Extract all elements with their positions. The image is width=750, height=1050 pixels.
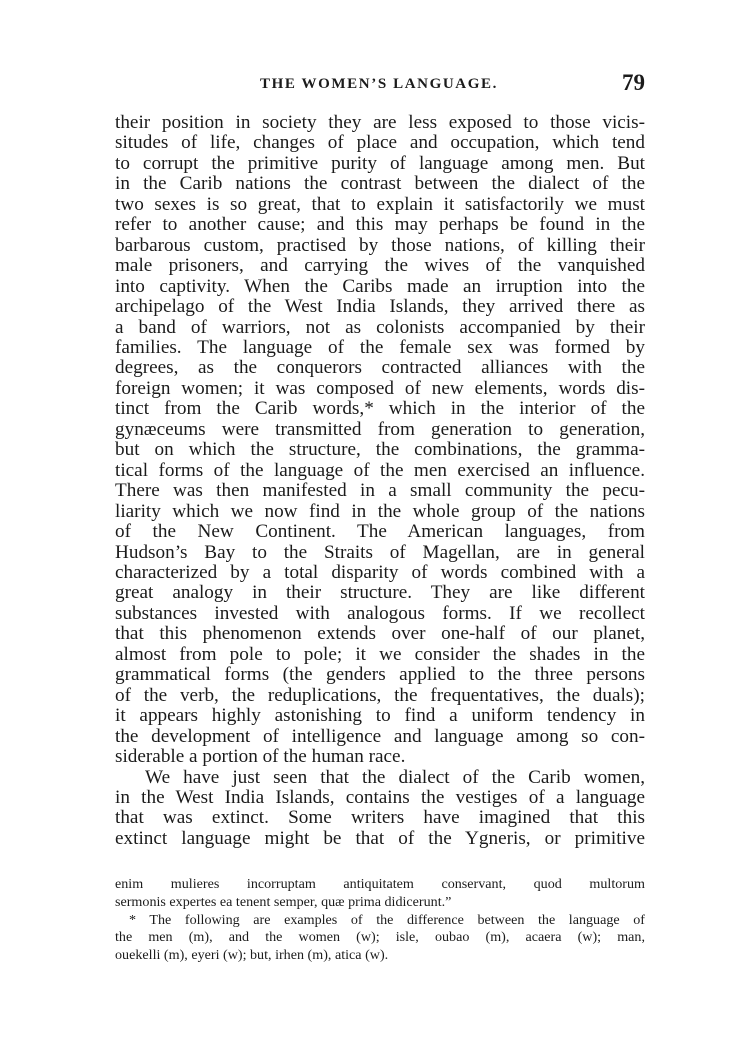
text-line: foreign women; it was composed of new elements, words dis- — [115, 377, 645, 399]
running-header — [115, 70, 645, 104]
text-line: their position in society they are less exposed to those vicis- — [115, 112, 645, 133]
text-line: the development of intelligence and language among so con- — [115, 725, 645, 747]
text-line: extinct language might be that of the Ygneris, or primitive — [115, 827, 645, 849]
text-line: tinct from the Carib words,* which in the interior of the — [115, 398, 645, 420]
footnote-line: ouekelli (m), eyeri (w); but, irhen (m), atica (w). — [115, 947, 389, 964]
footnotes — [115, 876, 645, 965]
text-line: in the West India Islands, contains the vestiges of a language — [115, 786, 645, 808]
text-line: that this phenomenon extends over one-half of our planet, — [115, 623, 645, 645]
text-line: it appears highly astonishing to find a uniform tendency in — [115, 705, 645, 727]
text-line: There was then manifested in a small community the pecu- — [115, 480, 645, 502]
text-line: families. The language of the female sex was formed by — [115, 336, 645, 358]
running-title: THE WOMEN’S LANGUAGE. — [260, 76, 498, 92]
text-line: substances invested with analogous forms. If we recollect — [115, 602, 645, 624]
text-line: two sexes is so great, that to explain it satisfactorily we must — [115, 193, 645, 215]
text-line: to corrupt the primitive purity of language among men. But — [115, 152, 645, 174]
page-number: 79 — [622, 70, 645, 95]
text-line: gynæceums were transmitted from generation to generation, — [115, 418, 645, 440]
text-line: characterized by a total disparity of words combined with a — [115, 561, 645, 583]
text-line: Hudson’s Bay to the Straits of Magellan, are in general — [115, 541, 645, 563]
text-line: of the New Continent. The American languages, from — [115, 521, 645, 543]
text-line: grammatical forms (the genders applied to the three persons — [115, 664, 645, 686]
paragraph-first-line: We have just seen that the dialect of the Carib women, — [145, 766, 645, 788]
text-line: of the verb, the reduplications, the frequentatives, the duals); — [115, 684, 645, 706]
text-line: archipelago of the West India Islands, they arrived there as — [115, 296, 645, 318]
footnote-line: * The following are examples of the difference between the language of — [129, 911, 645, 928]
text-line: barbarous custom, practised by those nations, of killing their — [115, 234, 645, 256]
text-line: tical forms of the language of the men exercised an influence. — [115, 459, 645, 481]
body-text — [115, 113, 645, 849]
text-line: in the Carib nations the contrast between the dialect of the — [115, 173, 645, 195]
text-line: degrees, as the conquerors contracted alliances with the — [115, 357, 645, 379]
text-line: refer to another cause; and this may perhaps be found in the — [115, 214, 645, 236]
text-line: that was extinct. Some writers have imagined that this — [115, 807, 645, 829]
text-line: liarity which we now find in the whole group of the nations — [115, 500, 645, 522]
text-line: siderable a portion of the human race. — [115, 746, 406, 768]
footnote-line: the men (m), and the women (w); isle, oubao (m), acaera (w); man, — [115, 929, 645, 946]
text-line: male prisoners, and carrying the wives of the vanquished — [115, 255, 645, 277]
text-line: almost from pole to pole; it we consider the shades in the — [115, 643, 645, 665]
footnote-continued-line: enim mulieres incorruptam antiquitatem conservant, quod multorum — [115, 876, 645, 892]
text-line: into captivity. When the Caribs made an irruption into the — [115, 275, 645, 297]
text-line: great analogy in their structure. They are like different — [115, 582, 645, 604]
text-line: situdes of life, changes of place and occupation, which tend — [115, 132, 645, 154]
footnote-continued-line: sermonis expertes ea tenent semper, quæ prima didicerunt.” — [115, 893, 452, 910]
text-line: but on which the structure, the combinations, the gramma- — [115, 439, 645, 461]
text-line: a band of warriors, not as colonists accompanied by their — [115, 316, 645, 338]
